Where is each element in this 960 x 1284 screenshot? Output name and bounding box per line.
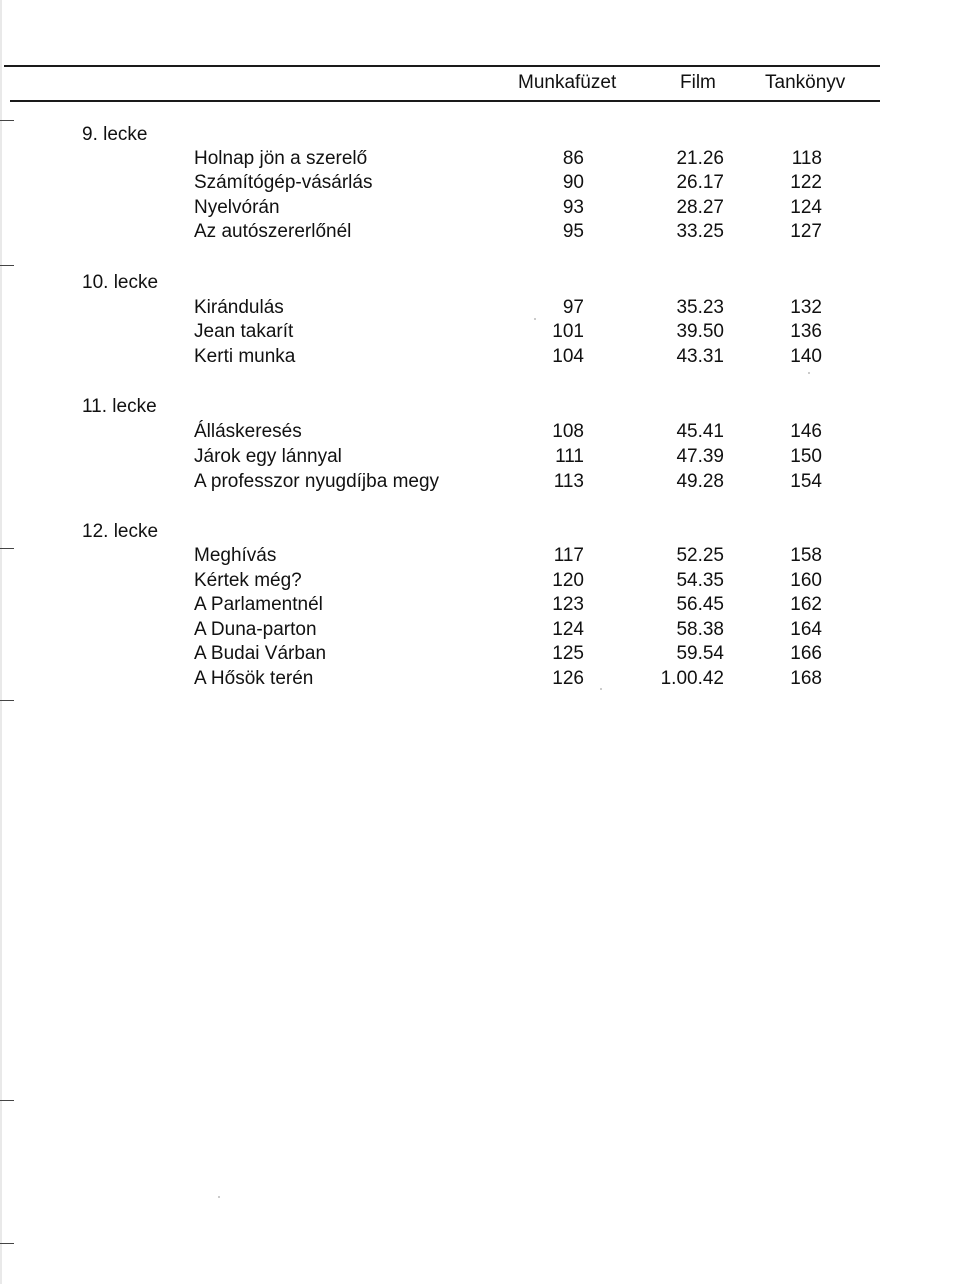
row-munkafuzet-page: 108 xyxy=(552,421,584,442)
scan-speck xyxy=(600,688,602,690)
row-munkafuzet-page: 117 xyxy=(553,545,584,566)
row-tankonyv-page: 164 xyxy=(790,619,822,640)
row-munkafuzet-page: 126 xyxy=(552,668,584,689)
table-row xyxy=(0,667,960,691)
column-header-munkafuzet: Munkafüzet xyxy=(518,72,617,93)
table-row xyxy=(0,345,960,369)
row-title: Kirándulás xyxy=(194,297,284,318)
row-film-time: 1.00.42 xyxy=(660,668,724,689)
row-film-time: 45.41 xyxy=(676,421,724,442)
table-row xyxy=(0,618,960,642)
table-row xyxy=(0,544,960,568)
row-munkafuzet-page: 86 xyxy=(562,148,584,169)
row-film-time: 49.28 xyxy=(676,471,724,492)
table-row xyxy=(0,569,960,593)
row-film-time: 39.50 xyxy=(676,321,724,342)
row-film-time: 43.31 xyxy=(676,346,724,367)
row-film-time: 47.39 xyxy=(676,446,724,467)
table-row xyxy=(0,296,960,320)
row-tankonyv-page: 127 xyxy=(790,221,822,242)
scan-edge-mark xyxy=(0,265,14,266)
row-title: A Hősök terén xyxy=(194,668,314,689)
row-tankonyv-page: 154 xyxy=(790,471,822,492)
header-rule xyxy=(10,100,880,102)
row-tankonyv-page: 132 xyxy=(790,297,822,318)
row-film-time: 35.23 xyxy=(676,297,724,318)
row-film-time: 28.27 xyxy=(676,197,724,218)
lesson-label: 9. lecke xyxy=(82,124,148,145)
row-munkafuzet-page: 124 xyxy=(552,619,584,640)
scan-edge-mark xyxy=(0,120,14,121)
table-row xyxy=(0,593,960,617)
row-tankonyv-page: 122 xyxy=(790,172,822,193)
row-munkafuzet-page: 95 xyxy=(562,221,584,242)
row-title: Nyelvórán xyxy=(194,197,280,218)
row-munkafuzet-page: 125 xyxy=(552,643,584,664)
row-film-time: 59.54 xyxy=(676,643,724,664)
row-film-time: 56.45 xyxy=(676,594,724,615)
row-tankonyv-page: 162 xyxy=(790,594,822,615)
row-title: A professzor nyugdíjba megy xyxy=(194,471,440,492)
row-munkafuzet-page: 93 xyxy=(562,197,584,218)
table-row xyxy=(0,220,960,244)
table-row xyxy=(0,470,960,494)
row-title: Számítógép-vásárlás xyxy=(194,172,373,193)
scan-edge-mark xyxy=(0,1100,14,1101)
table-row xyxy=(0,196,960,220)
table-row xyxy=(0,147,960,171)
row-tankonyv-page: 146 xyxy=(790,421,822,442)
row-film-time: 33.25 xyxy=(676,221,724,242)
row-munkafuzet-page: 120 xyxy=(552,570,584,591)
top-rule xyxy=(4,65,880,67)
row-title: Meghívás xyxy=(194,545,277,566)
row-title: A Parlamentnél xyxy=(194,594,323,615)
table-row xyxy=(0,642,960,666)
row-tankonyv-page: 150 xyxy=(790,446,822,467)
row-tankonyv-page: 124 xyxy=(790,197,822,218)
row-munkafuzet-page: 123 xyxy=(552,594,584,615)
lesson-label: 10. lecke xyxy=(82,272,159,293)
row-tankonyv-page: 160 xyxy=(790,570,822,591)
row-munkafuzet-page: 97 xyxy=(562,297,584,318)
row-tankonyv-page: 168 xyxy=(790,668,822,689)
row-title: A Budai Várban xyxy=(194,643,327,664)
row-tankonyv-page: 140 xyxy=(790,346,822,367)
scan-speck xyxy=(808,372,810,374)
scan-speck xyxy=(218,1196,220,1198)
scan-edge-mark xyxy=(0,700,14,701)
row-munkafuzet-page: 101 xyxy=(552,321,584,342)
scan-edge-mark xyxy=(0,1243,14,1244)
column-header-film: Film xyxy=(680,72,716,93)
row-munkafuzet-page: 104 xyxy=(552,346,584,367)
row-film-time: 26.17 xyxy=(676,172,724,193)
row-tankonyv-page: 158 xyxy=(790,545,822,566)
row-tankonyv-page: 118 xyxy=(791,148,822,169)
row-title: Holnap jön a szerelő xyxy=(194,148,368,169)
column-header-tankonyv: Tankönyv xyxy=(765,72,846,93)
table-row xyxy=(0,171,960,195)
scan-speck xyxy=(534,318,536,320)
row-title: Jean takarít xyxy=(194,321,294,342)
lesson-label: 11. lecke xyxy=(82,396,157,417)
row-film-time: 21.26 xyxy=(676,148,724,169)
row-tankonyv-page: 136 xyxy=(790,321,822,342)
table-row xyxy=(0,420,960,444)
row-munkafuzet-page: 111 xyxy=(555,446,584,467)
row-munkafuzet-page: 113 xyxy=(553,471,584,492)
row-munkafuzet-page: 90 xyxy=(562,172,584,193)
row-tankonyv-page: 166 xyxy=(790,643,822,664)
row-film-time: 54.35 xyxy=(676,570,724,591)
row-title: Járok egy lánnyal xyxy=(194,446,342,467)
row-title: Kértek még? xyxy=(194,570,302,591)
row-title: Álláskeresés xyxy=(194,421,302,442)
row-film-time: 58.38 xyxy=(676,619,724,640)
table-row xyxy=(0,320,960,344)
table-row xyxy=(0,445,960,469)
row-film-time: 52.25 xyxy=(676,545,724,566)
row-title: A Duna-parton xyxy=(194,619,317,640)
row-title: Kerti munka xyxy=(194,346,296,367)
lesson-label: 12. lecke xyxy=(82,521,159,542)
row-title: Az autószererlőnél xyxy=(194,221,352,242)
